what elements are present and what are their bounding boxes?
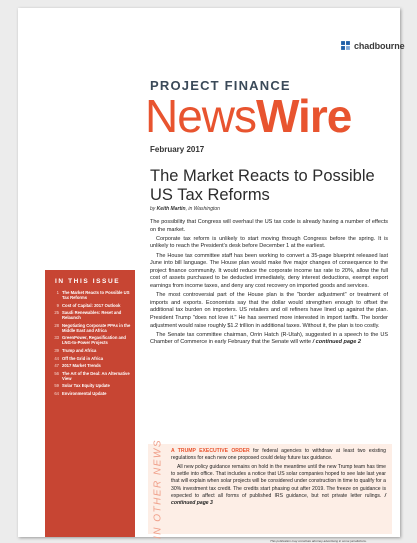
toc-page-number: 25 — [54, 310, 59, 316]
chadbourne-logo — [340, 40, 405, 51]
in-other-news-body — [171, 448, 386, 509]
article-paragraph-text: The Senate tax committee chairman, Orrin Hatch (R-Utah), suggested in a speech to the US Chamber of Commerce in early February that the Senate will write — [150, 331, 388, 346]
continued-link[interactable]: / continued page 2 — [312, 339, 361, 346]
toc-item[interactable] — [52, 356, 134, 361]
toc-item[interactable] — [52, 383, 134, 388]
toc-item-title: The Market Reacts to Possible US Tax Reforms — [62, 290, 130, 300]
toc-item[interactable] — [52, 391, 134, 396]
toc-item-title: Negotiating Corporate PPAs in the Middle East and Africa — [62, 322, 131, 333]
toc-item[interactable] — [52, 371, 134, 381]
toc-item[interactable] — [52, 363, 134, 368]
in-other-news-tab — [148, 438, 168, 540]
toc-item-title: GreenPower, Regasification and LNG-to-Power Projects — [62, 335, 126, 346]
toc-item-title: Trump and Africa — [62, 347, 97, 353]
table-of-contents — [45, 270, 135, 537]
in-other-news-label: IN OTHER NEWS — [152, 438, 164, 540]
byline-location: , in Washington — [185, 206, 220, 212]
toc-page-number: 28 — [54, 322, 59, 328]
toc-page-number: 64 — [54, 390, 59, 396]
article-body — [150, 219, 388, 348]
toc-item-title: Environmental Update — [62, 390, 107, 396]
sidebar-paragraph-text: All new policy guidance remains on hold in the meantime until the new Trump team has time to settle into office. That includes a notice that US solar companies hoped to see late last year that will explain when solar projects will be considered under construction in time to qualify for a 30% investment tax credit. The credits start phasing out after 2019. The freeze on guidance is expected to affect all forms of published IRS guidance, but not private letter rulings. — [171, 463, 386, 499]
toc-page-number: 47 — [54, 363, 59, 369]
masthead-title — [145, 91, 351, 141]
toc-title: IN THIS ISSUE — [55, 278, 121, 285]
toc-item-title: 2017 Market Trends — [62, 363, 101, 369]
article-paragraph: The most controversial part of the House plan is the "border adjustment" or treatment of imports and exports. Economists say that the dollar would strengthen enough to offset the additional tax burden on importers. US retailers and oil refiners have lined up against the plan. President Trump "does not love it." He has seemed more interested in import tariffs. The border adjustment would raise roughly $1.2 trillion in additional taxes. Without it, the plan is too costly. — [150, 292, 388, 329]
article-paragraph-last — [150, 332, 388, 347]
masthead-label: PROJECT FINANCE — [150, 78, 291, 93]
byline-prefix: by — [150, 206, 156, 212]
toc-item[interactable] — [52, 348, 134, 353]
in-other-news-box — [148, 438, 392, 540]
masthead-title-wire: Wire — [256, 90, 352, 142]
sidebar-lead-rest: for federal agencies to withdraw at least two existing regulations for each new one proposed could delay future tax guidance. — [171, 448, 386, 462]
toc-page-number: 9 — [56, 302, 59, 308]
byline-author: Keith Martin — [156, 206, 186, 212]
toc-item-title: Saudi Renewables: Reset and Relaunch — [62, 310, 122, 321]
toc-page-number: 44 — [54, 355, 59, 361]
toc-item-title: Off the Grid in Africa — [62, 355, 104, 361]
toc-page-number: 33 — [54, 335, 59, 341]
footer-disclaimer: This publication may constitute attorney advertising in some jurisdictions. — [270, 539, 367, 543]
toc-item[interactable] — [52, 335, 134, 345]
article-paragraph: The House tax committee staff has been working to convert a 35-page blueprint released last June into bill language. The House plan would make five major changes of consequence to the project finance community. It would reduce the corporate income tax rate to 20%, allow the full cost of assets purchased to be deducted immediately, deny interest deductions, exempt export earnings from income taxes, and deny any cost recovery on imported goods and services. — [150, 252, 388, 289]
logo-text: chadbourne — [354, 40, 405, 51]
logo-mark-icon — [340, 40, 351, 51]
masthead-title-news: News — [145, 90, 257, 142]
toc-item[interactable] — [52, 303, 134, 308]
sidebar-paragraph — [171, 464, 386, 507]
toc-item-title: The Art of the Deal: An Alternative View — [62, 370, 130, 381]
toc-page-number: 39 — [54, 347, 59, 353]
article-paragraph: Corporate tax reform is unlikely to start moving through Congress before the spring. It is unlikely to reach the President's desk before December 1 at the earliest. — [150, 235, 388, 250]
toc-list — [52, 290, 134, 399]
article-paragraph: The possibility that Congress will overhaul the US tax code is already having a number of effects on the market. — [150, 219, 388, 233]
article-headline: The Market Reacts to Possible US Tax Reforms — [150, 167, 375, 204]
sidebar-lead: A TRUMP EXECUTIVE ORDER — [171, 448, 250, 454]
issue-date: February 2017 — [150, 145, 205, 154]
toc-page-number: 59 — [54, 383, 59, 389]
toc-item-title: Solar Tax Equity Update — [62, 383, 110, 389]
article-byline — [150, 206, 220, 212]
toc-item-title: Cost of Capital: 2017 Outlook — [62, 302, 121, 308]
toc-item[interactable] — [52, 310, 134, 320]
sidebar-continued-link[interactable]: / continued page 3 — [171, 492, 386, 506]
toc-item[interactable] — [52, 323, 134, 333]
toc-item[interactable] — [52, 290, 134, 300]
newsletter-page — [18, 8, 405, 543]
toc-page-number: 1 — [56, 290, 59, 295]
sidebar-paragraph — [171, 448, 386, 462]
toc-page-number: 56 — [54, 370, 59, 376]
